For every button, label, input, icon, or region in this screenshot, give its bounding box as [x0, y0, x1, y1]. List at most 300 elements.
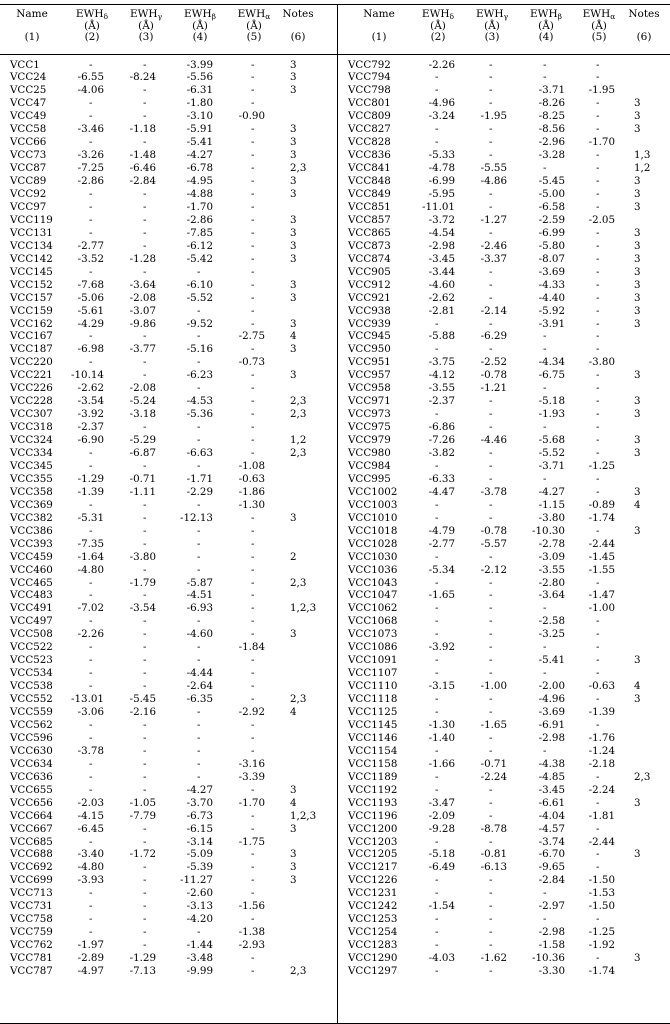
- ewh-δ-value: -4.78: [428, 162, 455, 175]
- ewh-δ-value: -: [89, 615, 93, 628]
- ewh-δ-value: -7.35: [77, 537, 104, 550]
- ewh-α-value: -: [251, 589, 255, 602]
- ewh-β-value: -11.27: [180, 874, 213, 887]
- header-notes-label: Notes: [282, 8, 314, 20]
- ewh-γ-value: -: [143, 718, 147, 731]
- galaxy-name: VCC92: [10, 188, 47, 200]
- galaxy-name: VCC1297: [348, 965, 398, 977]
- ewh-α-value: -: [596, 265, 600, 278]
- galaxy-name: VCC1242: [348, 900, 398, 913]
- ewh-β-value: -: [197, 524, 201, 537]
- ewh-α-value: -: [596, 848, 600, 861]
- ewh-γ-value: -1.48: [129, 149, 156, 162]
- ewh-γ-value: -: [143, 421, 147, 434]
- ewh-α-value: -1.84: [238, 641, 265, 654]
- ewh-δ-value: -5.61: [77, 304, 104, 317]
- header-ewh-text: EWH: [237, 8, 266, 20]
- ewh-δ-value: -4.96: [428, 97, 455, 110]
- ewh-α-value: -: [251, 97, 255, 110]
- ewh-γ-value: -: [143, 731, 147, 744]
- ewh-δ-value: -: [89, 447, 93, 459]
- notes-value: 3: [634, 693, 641, 706]
- galaxy-name: VCC980: [348, 447, 391, 459]
- galaxy-name: VCC1018: [348, 524, 398, 537]
- ewh-α-value: -: [251, 84, 255, 97]
- ewh-α-value: -1.86: [238, 485, 265, 498]
- galaxy-name: VCC508: [10, 628, 53, 641]
- ewh-β-value: -4.96: [538, 693, 565, 706]
- ewh-β-value: -6.78: [186, 162, 213, 175]
- ewh-δ-value: -: [89, 459, 93, 472]
- ewh-β-value: -5.09: [186, 848, 213, 861]
- table-row: [0, 797, 670, 810]
- ewh-δ-value: -3.46: [77, 123, 104, 136]
- ewh-α-value: -: [251, 874, 255, 887]
- ewh-β-value: -3.30: [538, 965, 565, 977]
- ewh-α-value: -: [251, 252, 255, 265]
- ewh-α-value: -: [596, 693, 600, 706]
- header-col-number: (4): [192, 31, 208, 43]
- ewh-α-value: -: [596, 861, 600, 874]
- ewh-β-value: -5.68: [538, 434, 565, 447]
- ewh-β-value: -5.91: [186, 123, 213, 136]
- ewh-γ-value: -6.87: [129, 447, 156, 459]
- ewh-δ-value: -3.93: [77, 874, 104, 887]
- header-ewh-label: [516, 9, 576, 21]
- ewh-β-value: -3.91: [538, 317, 565, 330]
- ewh-γ-value: -: [489, 511, 493, 524]
- galaxy-name: VCC318: [10, 421, 53, 434]
- ewh-β-value: -4.51: [186, 589, 213, 602]
- ewh-α-value: -: [596, 110, 600, 123]
- ewh-α-value: -: [596, 343, 600, 356]
- ewh-γ-value: -: [489, 265, 493, 278]
- ewh-β-value: -4.04: [538, 809, 565, 822]
- table-row: [0, 564, 670, 577]
- ewh-δ-value: -3.24: [428, 110, 455, 123]
- galaxy-name: VCC522: [10, 641, 53, 654]
- ewh-γ-value: -: [489, 693, 493, 706]
- galaxy-name: VCC497: [10, 615, 53, 628]
- ewh-α-value: -: [251, 291, 255, 304]
- ewh-δ-value: -: [89, 226, 93, 239]
- ewh-γ-value: -: [143, 84, 147, 97]
- galaxy-name: VCC1062: [348, 602, 398, 615]
- galaxy-name: VCC345: [10, 459, 53, 472]
- galaxy-name: VCC187: [10, 343, 53, 356]
- ewh-α-value: -2.92: [238, 706, 265, 718]
- ewh-γ-value: -: [489, 550, 493, 563]
- galaxy-name: VCC851: [348, 200, 391, 213]
- table-row: [0, 421, 670, 434]
- ewh-β-value: -1.71: [186, 472, 213, 485]
- ewh-δ-value: -: [89, 97, 93, 110]
- ewh-α-value: -: [596, 913, 600, 926]
- ewh-β-value: -: [197, 757, 201, 770]
- right-header-ewh-γ: [462, 9, 522, 44]
- ewh-β-value: -5.36: [186, 408, 213, 421]
- ewh-γ-value: -: [489, 654, 493, 667]
- ewh-β-value: -: [543, 343, 547, 356]
- ewh-δ-value: -: [89, 770, 93, 783]
- ewh-γ-value: -2.84: [129, 175, 156, 188]
- notes-value: 3: [634, 654, 641, 667]
- ewh-γ-value: -: [489, 835, 493, 848]
- ewh-δ-value: -: [89, 136, 93, 149]
- ewh-β-value: -12.13: [180, 511, 213, 524]
- ewh-β-value: -: [543, 421, 547, 434]
- ewh-δ-value: -3.55: [428, 382, 455, 395]
- galaxy-name: VCC552: [10, 693, 53, 706]
- ewh-δ-value: -5.31: [77, 511, 104, 524]
- ewh-β-value: -5.80: [538, 239, 565, 252]
- notes-value: 3: [634, 524, 641, 537]
- ewh-α-value: -1.75: [238, 835, 265, 848]
- table-row: [0, 512, 670, 525]
- ewh-β-value: -6.61: [538, 796, 565, 809]
- galaxy-name: VCC787: [10, 965, 53, 977]
- table-row: [0, 149, 670, 162]
- galaxy-name: VCC142: [10, 252, 53, 265]
- ewh-δ-value: -2.03: [77, 796, 104, 809]
- ewh-β-value: -7.85: [186, 226, 213, 239]
- ewh-β-value: -: [197, 265, 201, 278]
- ewh-γ-value: -: [489, 188, 493, 200]
- notes-value: 3: [634, 252, 641, 265]
- notes-value: 3: [634, 123, 641, 136]
- ewh-α-value: -1.30: [238, 498, 265, 511]
- ewh-α-value: -: [251, 421, 255, 434]
- table-row: [0, 266, 670, 279]
- ewh-α-value: -: [596, 796, 600, 809]
- header-name-label: Name: [16, 8, 48, 20]
- ewh-γ-value: -1.28: [129, 252, 156, 265]
- ewh-γ-value: -3.77: [129, 343, 156, 356]
- galaxy-name: VCC781: [10, 952, 53, 965]
- ewh-δ-value: -: [435, 317, 439, 330]
- ewh-γ-value: -: [143, 628, 147, 641]
- right-header-ewh-α: [569, 9, 629, 44]
- galaxy-name: VCC685: [10, 835, 53, 848]
- ewh-γ-value: -5.57: [480, 537, 507, 550]
- ewh-γ-value: -2.16: [129, 706, 156, 718]
- ewh-α-value: -: [251, 718, 255, 731]
- ewh-γ-value: -: [489, 809, 493, 822]
- ewh-β-value: -2.60: [186, 887, 213, 900]
- galaxy-name: VCC759: [10, 926, 53, 939]
- ewh-δ-value: -4.54: [428, 226, 455, 239]
- table-row: [0, 602, 670, 615]
- ewh-β-value: -: [197, 356, 201, 369]
- galaxy-name: VCC634: [10, 757, 53, 770]
- ewh-β-value: -5.56: [186, 71, 213, 84]
- ewh-α-value: -: [251, 58, 255, 71]
- ewh-α-value: -: [251, 822, 255, 835]
- table-row: [0, 330, 670, 343]
- galaxy-name: VCC386: [10, 524, 53, 537]
- notes-value: 3: [634, 291, 641, 304]
- ewh-δ-value: -: [89, 887, 93, 900]
- ewh-δ-value: -: [89, 757, 93, 770]
- notes-value: 1,2,3: [290, 602, 317, 615]
- table-row: [0, 447, 670, 460]
- ewh-β-value: -2.58: [538, 615, 565, 628]
- table-row: [0, 719, 670, 732]
- ewh-δ-value: -: [435, 84, 439, 97]
- ewh-β-value: -5.18: [538, 395, 565, 408]
- notes-value: 3: [290, 822, 297, 835]
- ewh-α-value: -: [251, 615, 255, 628]
- ewh-δ-value: -: [89, 913, 93, 926]
- ewh-δ-value: -: [89, 718, 93, 731]
- galaxy-name: VCC459: [10, 550, 53, 563]
- ewh-β-value: -1.70: [186, 200, 213, 213]
- ewh-γ-value: -: [143, 498, 147, 511]
- ewh-γ-value: -: [489, 136, 493, 149]
- ewh-δ-value: -1.40: [428, 731, 455, 744]
- table-row: [0, 577, 670, 590]
- table-row: [0, 253, 670, 266]
- ewh-α-value: -: [251, 239, 255, 252]
- ewh-γ-value: -: [489, 291, 493, 304]
- galaxy-name: VCC1125: [348, 706, 398, 718]
- ewh-β-value: -3.10: [186, 110, 213, 123]
- table-row: [0, 758, 670, 771]
- ewh-α-value: -1.70: [238, 796, 265, 809]
- ewh-γ-value: -: [143, 926, 147, 939]
- ewh-γ-value: -: [143, 822, 147, 835]
- header-ewh-text: EWH: [184, 8, 212, 20]
- ewh-γ-value: -: [489, 97, 493, 110]
- galaxy-name: VCC1003: [348, 498, 398, 511]
- ewh-γ-value: -1.95: [480, 110, 507, 123]
- header-name-label: Name: [363, 8, 395, 20]
- ewh-α-value: -: [596, 162, 600, 175]
- galaxy-name: VCC1068: [348, 615, 398, 628]
- ewh-δ-value: -7.68: [77, 278, 104, 291]
- table-row: [0, 110, 670, 123]
- ewh-α-value: -1.76: [588, 731, 615, 744]
- ewh-γ-value: -: [143, 524, 147, 537]
- ewh-β-value: -2.78: [538, 537, 565, 550]
- ewh-α-value: -: [251, 200, 255, 213]
- galaxy-name: VCC24: [10, 71, 47, 84]
- ewh-δ-value: -: [435, 874, 439, 887]
- ewh-α-value: -: [251, 848, 255, 861]
- ewh-γ-value: -: [143, 511, 147, 524]
- ewh-γ-value: -: [143, 835, 147, 848]
- ewh-β-value: -: [197, 718, 201, 731]
- right-header-name: [349, 9, 409, 44]
- ewh-γ-value: -: [143, 369, 147, 382]
- ewh-α-value: -: [251, 783, 255, 796]
- left-header-name: [2, 9, 62, 44]
- galaxy-name: VCC324: [10, 434, 53, 447]
- ewh-β-value: -5.00: [538, 188, 565, 200]
- galaxy-name: VCC382: [10, 511, 53, 524]
- galaxy-name: VCC1110: [348, 680, 398, 693]
- ewh-δ-value: -: [435, 628, 439, 641]
- ewh-γ-value: -0.78: [480, 369, 507, 382]
- ewh-γ-value: -1.62: [480, 952, 507, 965]
- ewh-γ-value: -: [489, 783, 493, 796]
- ewh-α-value: -: [596, 770, 600, 783]
- ewh-δ-value: -: [89, 265, 93, 278]
- header-notes-label: Notes: [628, 8, 660, 20]
- galaxy-name: VCC1200: [348, 822, 398, 835]
- galaxy-name: VCC483: [10, 589, 53, 602]
- ewh-γ-value: -: [143, 330, 147, 343]
- ewh-α-value: -2.18: [588, 757, 615, 770]
- galaxy-name: VCC667: [10, 822, 53, 835]
- ewh-δ-value: -: [89, 188, 93, 200]
- ewh-α-value: -: [251, 809, 255, 822]
- ewh-α-value: -1.50: [588, 900, 615, 913]
- galaxy-name: VCC1205: [348, 848, 398, 861]
- table-row: [0, 615, 670, 628]
- notes-value: 3: [290, 783, 297, 796]
- notes-value: 3: [290, 343, 297, 356]
- ewh-α-value: -: [251, 136, 255, 149]
- notes-value: 4: [290, 706, 297, 718]
- ewh-β-value: -5.87: [186, 576, 213, 589]
- ewh-δ-value: -3.06: [77, 706, 104, 718]
- header-col-number: (1): [371, 31, 387, 43]
- ewh-α-value: -1.00: [588, 602, 615, 615]
- ewh-δ-value: -: [435, 498, 439, 511]
- ewh-δ-value: -5.33: [428, 149, 455, 162]
- header-col-number: (1): [24, 31, 40, 43]
- ewh-β-value: -2.84: [538, 874, 565, 887]
- ewh-γ-value: -: [489, 447, 493, 459]
- galaxy-name: VCC1: [10, 58, 40, 71]
- notes-value: 3: [634, 175, 641, 188]
- ewh-β-value: -: [543, 58, 547, 71]
- ewh-α-value: -: [251, 511, 255, 524]
- ewh-γ-value: -: [489, 317, 493, 330]
- right-header-notes: [622, 9, 666, 44]
- galaxy-name: VCC1047: [348, 589, 398, 602]
- ewh-γ-value: -: [143, 459, 147, 472]
- ewh-α-value: -: [251, 395, 255, 408]
- notes-value: 3: [290, 149, 297, 162]
- notes-value: 3: [290, 188, 297, 200]
- galaxy-name: VCC848: [348, 175, 391, 188]
- ewh-δ-value: -1.66: [428, 757, 455, 770]
- ewh-δ-value: -: [89, 524, 93, 537]
- galaxy-name: VCC1231: [348, 887, 398, 900]
- header-unit: (Å): [538, 19, 554, 32]
- ewh-δ-value: -: [89, 731, 93, 744]
- ewh-α-value: -1.74: [588, 965, 615, 977]
- table-row: [0, 343, 670, 356]
- ewh-γ-value: -2.46: [480, 239, 507, 252]
- ewh-α-value: -: [251, 434, 255, 447]
- galaxy-name: VCC358: [10, 485, 53, 498]
- ewh-α-value: -: [596, 188, 600, 200]
- ewh-γ-value: -: [143, 770, 147, 783]
- header-unit: (Å): [591, 19, 607, 32]
- header-ewh-text: EWH: [129, 8, 158, 20]
- ewh-β-value: -2.00: [538, 680, 565, 693]
- ewh-δ-value: -: [89, 576, 93, 589]
- header-rule: [0, 54, 670, 55]
- ewh-β-value: -8.26: [538, 97, 565, 110]
- ewh-α-value: -1.25: [588, 926, 615, 939]
- notes-value: 3: [634, 369, 641, 382]
- galaxy-name: VCC921: [348, 291, 391, 304]
- ewh-δ-value: -2.62: [77, 382, 104, 395]
- ewh-β-value: -1.80: [186, 97, 213, 110]
- table-row: [0, 201, 670, 214]
- ewh-γ-value: -: [489, 602, 493, 615]
- ewh-β-value: -4.20: [186, 913, 213, 926]
- ewh-β-value: -: [197, 550, 201, 563]
- notes-value: 3: [634, 796, 641, 809]
- ewh-δ-value: -: [435, 926, 439, 939]
- ewh-γ-value: -3.18: [129, 408, 156, 421]
- ewh-γ-value: -: [143, 615, 147, 628]
- ewh-β-value: -4.40: [538, 291, 565, 304]
- ewh-δ-value: -13.01: [71, 693, 104, 706]
- ewh-β-value: -6.12: [186, 239, 213, 252]
- ewh-β-value: -: [543, 162, 547, 175]
- ewh-β-value: -4.34: [538, 356, 565, 369]
- notes-value: 2,3: [634, 770, 651, 783]
- galaxy-name: VCC1118: [348, 693, 398, 706]
- ewh-α-value: -1.38: [238, 926, 265, 939]
- galaxy-name: VCC1091: [348, 654, 398, 667]
- ewh-δ-value: -1.64: [77, 550, 104, 563]
- ewh-β-value: -5.52: [538, 447, 565, 459]
- notes-value: 3: [290, 71, 297, 84]
- ewh-δ-value: -: [435, 343, 439, 356]
- ewh-β-value: -2.98: [538, 926, 565, 939]
- notes-value: 3: [290, 226, 297, 239]
- ewh-δ-value: -2.37: [428, 395, 455, 408]
- ewh-β-value: -4.38: [538, 757, 565, 770]
- notes-value: 4: [290, 330, 297, 343]
- ewh-α-value: -: [596, 641, 600, 654]
- galaxy-name: VCC958: [348, 382, 391, 395]
- ewh-γ-value: -: [143, 861, 147, 874]
- ewh-β-value: -6.73: [186, 809, 213, 822]
- galaxy-name: VCC841: [348, 162, 391, 175]
- ewh-γ-value: -: [489, 731, 493, 744]
- ewh-β-value: -2.29: [186, 485, 213, 498]
- ewh-δ-value: -5.06: [77, 291, 104, 304]
- ewh-β-value: -2.97: [538, 900, 565, 913]
- ewh-α-value: -: [251, 861, 255, 874]
- galaxy-name: VCC491: [10, 602, 53, 615]
- ewh-β-value: -2.59: [538, 213, 565, 226]
- ewh-α-value: -: [251, 369, 255, 382]
- ewh-β-value: -1.44: [186, 939, 213, 952]
- galaxy-name: VCC334: [10, 447, 53, 459]
- galaxy-name: VCC167: [10, 330, 53, 343]
- ewh-α-value: -: [596, 97, 600, 110]
- galaxy-name: VCC1226: [348, 874, 398, 887]
- ewh-β-value: -3.69: [538, 265, 565, 278]
- header-col-number: (4): [538, 31, 554, 43]
- galaxy-name: VCC465: [10, 576, 53, 589]
- galaxy-name: VCC1189: [348, 770, 398, 783]
- galaxy-name: VCC792: [348, 58, 391, 71]
- table-row: [0, 900, 670, 913]
- ewh-β-value: -2.86: [186, 213, 213, 226]
- ewh-γ-value: -: [489, 589, 493, 602]
- ewh-β-value: -: [197, 304, 201, 317]
